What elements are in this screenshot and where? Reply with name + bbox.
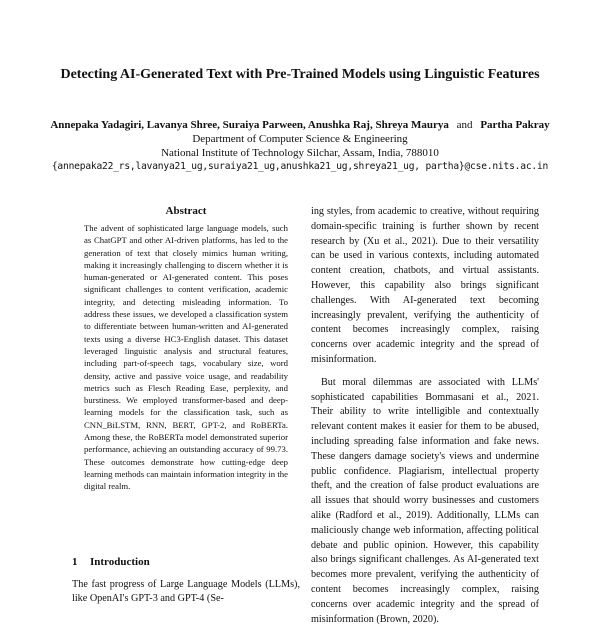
- section-heading: [72, 556, 150, 568]
- authors-and: and: [456, 119, 473, 131]
- author-list: [10, 118, 590, 132]
- right-column: [311, 205, 539, 627]
- right-paragraph-1: ing styles, from academic to creative, without requiring domain-specific training is further shown by recent research by (Xu et al., 2021). Due to their versatility can be used in various contexts, including automated content creation, chatbots, and virtual assistants. However, this capability also brings significant challenges. With AI-generated text becoming increasingly prevalent, verifying the authenticity of content becomes increasingly complex, raising concerns over academic integrity and the spread of misinformation.: [311, 206, 539, 365]
- section-number: 1: [72, 556, 78, 568]
- abstract-body: [84, 222, 288, 493]
- abstract-heading: Abstract: [165, 205, 207, 217]
- paper-title: Detecting AI-Generated Text with Pre-Trained Models using Linguistic Features: [60, 67, 540, 82]
- abstract-text: The advent of sophisticated large language models, such as ChatGPT and other AI-driven platforms, has led to the generation of text that closely mimics human writing, making it increasingly challenging to discern whether it is human-generated or AI-generated content. This poses significant challenges to content verification, academic integrity, and detecting misleading information. To address these issues, we developed a classification system to differentiate between human-written and AI-generated texts using a diverse HC3-English dataset. This dataset leveraged linguistic analysis and structural features, including part-of-speech tags, vocabulary size, word density, active and passive voice usage, and readability metrics such as Flesch Reading Ease, perplexity, and burstiness. We employed transformer-based and deep-learning models for the classification task, such as CNN_BiLSTM, RNN, BERT, GPT-2, and RoBERTa. Among these, the RoBERTa model demonstrated superior performance, achieving an outstanding accuracy of 99.73. These outcomes demonstrate how cutting-edge deep learning methods can maintain information integrity in the digital realm.: [84, 223, 288, 492]
- institute: National Institute of Technology Silchar, Assam, India, 788010: [161, 147, 439, 159]
- section-title: Introduction: [90, 556, 150, 568]
- last-author: Partha Pakray: [480, 119, 550, 131]
- author-emails: {annepaka22_rs,lavanya21_ug,suraiya21_ug,anushka21_ug,shreya21_ug, partha}@cse.nits.ac.in: [51, 161, 549, 172]
- right-paragraph-2: But moral dilemmas are associated with LLMs' sophisticated capabilities Bommasani et al., 2021. Their ability to write intelligible and contextually relevant content makes it easier for them to be abused, including spreading false information and fake news. These dangers damage society's views and undermine public confidence. Plagiarism, intellectual property theft, and the creation of false product evaluations are all issues that should worry businesses and customers alike (Radford et al., 2019). Additionally, LLMs can maliciously change web information, affecting political debate and public opinion. However, this capability also brings significant challenges. As AI-generated text becomes more prevalent, verifying the authenticity of content becomes increasingly complex, raising concerns over academic integrity and the spread of misinformation (Brown, 2020).: [311, 376, 539, 625]
- intro-paragraph: The fast progress of Large Language Models (LLMs), like OpenAI's GPT-3 and GPT-4 (Se-: [72, 579, 300, 604]
- authors: Annepaka Yadagiri, Lavanya Shree, Suraiya Parween, Anushka Raj, Shreya Maurya: [50, 119, 449, 131]
- department: Department of Computer Science & Engineering: [192, 133, 408, 145]
